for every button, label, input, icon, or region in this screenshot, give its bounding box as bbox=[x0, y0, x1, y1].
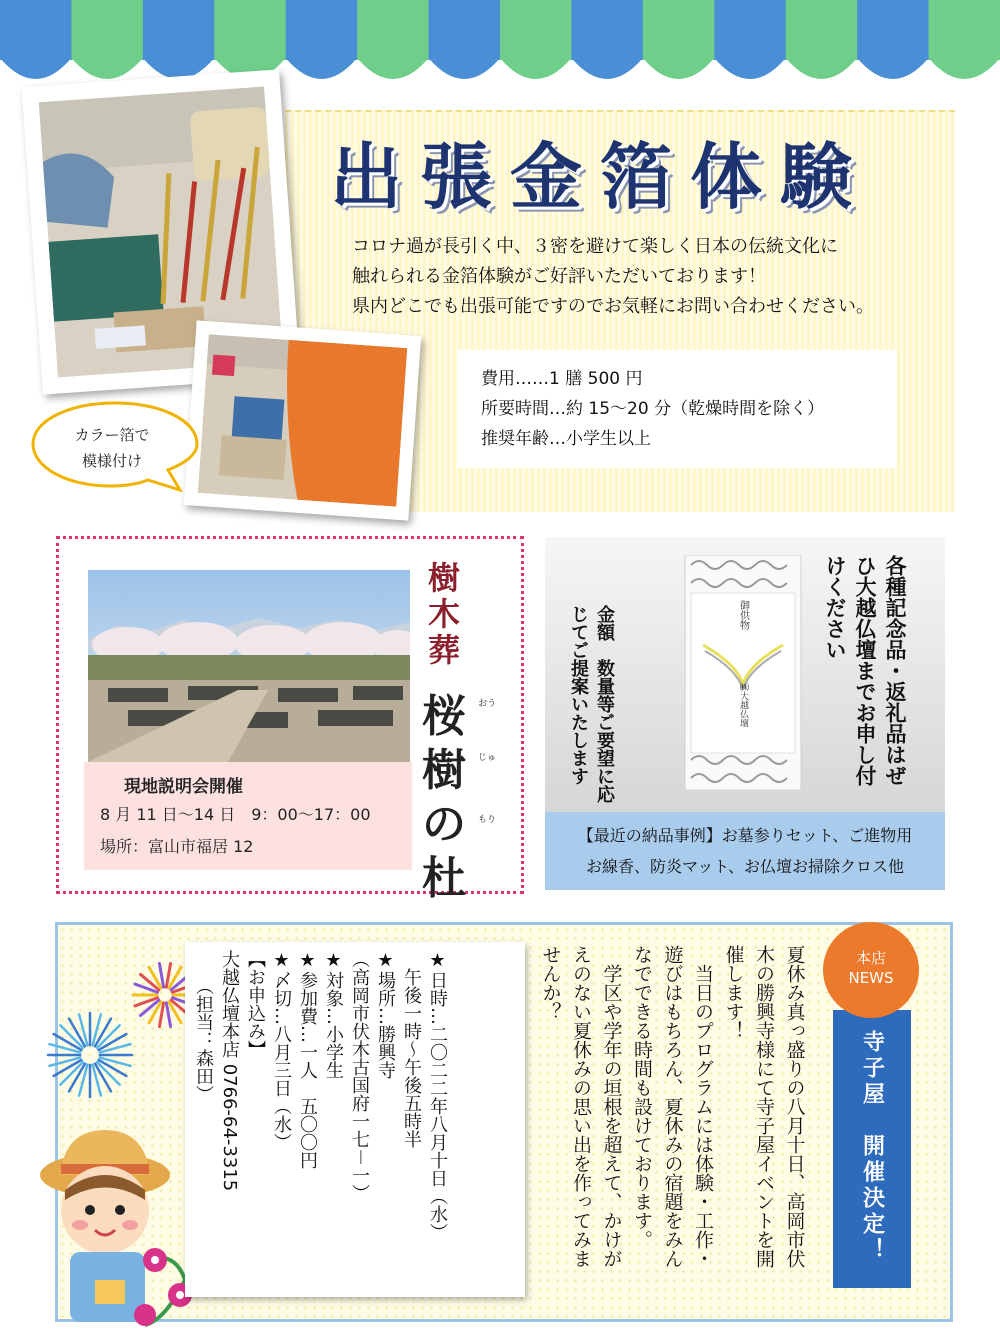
firework-icon bbox=[45, 1010, 135, 1100]
kinpaku-title: 出張金箔体験 bbox=[330, 134, 871, 219]
terakoya-banner-text: 寺子屋 開催決定！ bbox=[859, 1030, 885, 1264]
briefing-dates: 8 月 11 日～14 日 9：00～17：00 bbox=[100, 805, 371, 824]
kinpaku-info-box bbox=[457, 350, 897, 468]
awning-scallop bbox=[71, 58, 142, 79]
child-illustration bbox=[35, 1130, 195, 1330]
awning-stripe bbox=[214, 0, 286, 60]
awning-stripe bbox=[286, 0, 358, 60]
caption-line-1: 【最近の納品事例】お墓参りセット、ご進物用 bbox=[577, 826, 913, 845]
bubble-line-2: 模様付け bbox=[81, 452, 142, 470]
photo-cemetery-sakura bbox=[88, 570, 410, 762]
awning-stripe bbox=[571, 0, 643, 60]
ruby-ju: じゅ bbox=[478, 753, 497, 763]
awning-scallop bbox=[286, 58, 357, 79]
duration-line: 所要時間…約 15～20 分（乾燥時間を除く） bbox=[481, 399, 825, 419]
noshi-envelope bbox=[683, 555, 803, 790]
awning-stripe bbox=[143, 0, 215, 60]
awning-scallop bbox=[571, 58, 642, 79]
intro-line: 触れられる金箔体験がご好評いただいております！ bbox=[352, 266, 766, 287]
ouju-no-mori-title: 桜樹の杜 bbox=[422, 691, 466, 904]
badge-line-2: NEWS bbox=[848, 969, 894, 987]
badge-line-1: 本店 bbox=[855, 949, 886, 967]
terakoya-body: 夏休み真っ盛りの八月十日、高岡市伏木の勝興寺様にて寺子屋イベントを開催します！ 当日のプログラムには体験・工作・遊びはもちろん、夏休みの宿題をみんなでできる時間も設けております。 学区や学年の垣根を超えて、かけがえのない夏休みの思い出を作ってみませんか？ bbox=[539, 945, 806, 1268]
photo-child-workshop bbox=[184, 320, 421, 520]
awning-scallop bbox=[714, 58, 785, 79]
awning-stripe bbox=[500, 0, 572, 60]
awning-stripe bbox=[714, 0, 786, 60]
awning-stripe bbox=[429, 0, 501, 60]
gift-subtext: 金額 数量等ご要望に応じてご提案いたします bbox=[568, 605, 615, 803]
awning-stripe bbox=[357, 0, 429, 60]
intro-line: 県内どこでも出張可能ですのでお気軽にお問い合わせください。 bbox=[352, 296, 874, 317]
awning-scallop bbox=[357, 58, 428, 79]
news-badge bbox=[823, 922, 919, 1018]
awning-stripe bbox=[71, 0, 143, 60]
gift-message: 各種記念品・返礼品はぜひ大越仏壇までお申し付けください bbox=[823, 555, 908, 786]
noshi-bottom-text: ㈱大越仏壇 bbox=[738, 682, 748, 728]
ruby-mori: もり bbox=[478, 815, 497, 825]
briefing-place: 場所：富山市福居 12 bbox=[100, 837, 254, 856]
awning-stripe bbox=[786, 0, 858, 60]
jumokuso-label: 樹木葬 bbox=[428, 559, 461, 669]
awning-stripe bbox=[857, 0, 929, 60]
age-line: 推奨年齢…小学生以上 bbox=[481, 429, 651, 449]
briefing-title: 現地説明会開催 bbox=[124, 777, 243, 797]
awning-scallop bbox=[929, 58, 1000, 79]
kinpaku-intro bbox=[352, 232, 937, 322]
awning-scallop bbox=[0, 58, 71, 79]
awning-scallop bbox=[857, 58, 928, 79]
delivery-caption bbox=[545, 820, 945, 882]
awning-scallop bbox=[643, 58, 714, 79]
awning-stripe bbox=[929, 0, 1000, 60]
intro-line: コロナ過が長引く中、３密を避けて楽しく日本の伝統文化に bbox=[352, 236, 838, 257]
awning-stripe bbox=[643, 0, 715, 60]
bubble-line-1: カラー箔で bbox=[74, 426, 150, 444]
event-details: ★日時…二〇二二年八月十日（水） 午後一時～午後五時半 ★場所…勝興寺 （高岡市伏木古国府一七－一） ★対象…小学生 ★参加費…一人 五〇〇円 ★〆切…八月三日（水） 【お申込み】 大越仏壇本店 0766-64-3315 （担当：森田） bbox=[193, 950, 448, 1241]
awning-scallop bbox=[500, 58, 571, 79]
speech-bubble-text bbox=[52, 422, 172, 474]
awning-stripe bbox=[0, 0, 72, 60]
awning-scallop bbox=[786, 58, 857, 79]
noshi-top-text: 御供物 bbox=[737, 600, 749, 630]
fee-line: 費用……1 膳 500 円 bbox=[481, 369, 643, 389]
caption-line-2: お線香、防炎マット、お仏壇お掃除クロス他 bbox=[586, 857, 904, 876]
ruby-ou: おう bbox=[478, 699, 497, 709]
awning-scallop bbox=[429, 58, 500, 79]
